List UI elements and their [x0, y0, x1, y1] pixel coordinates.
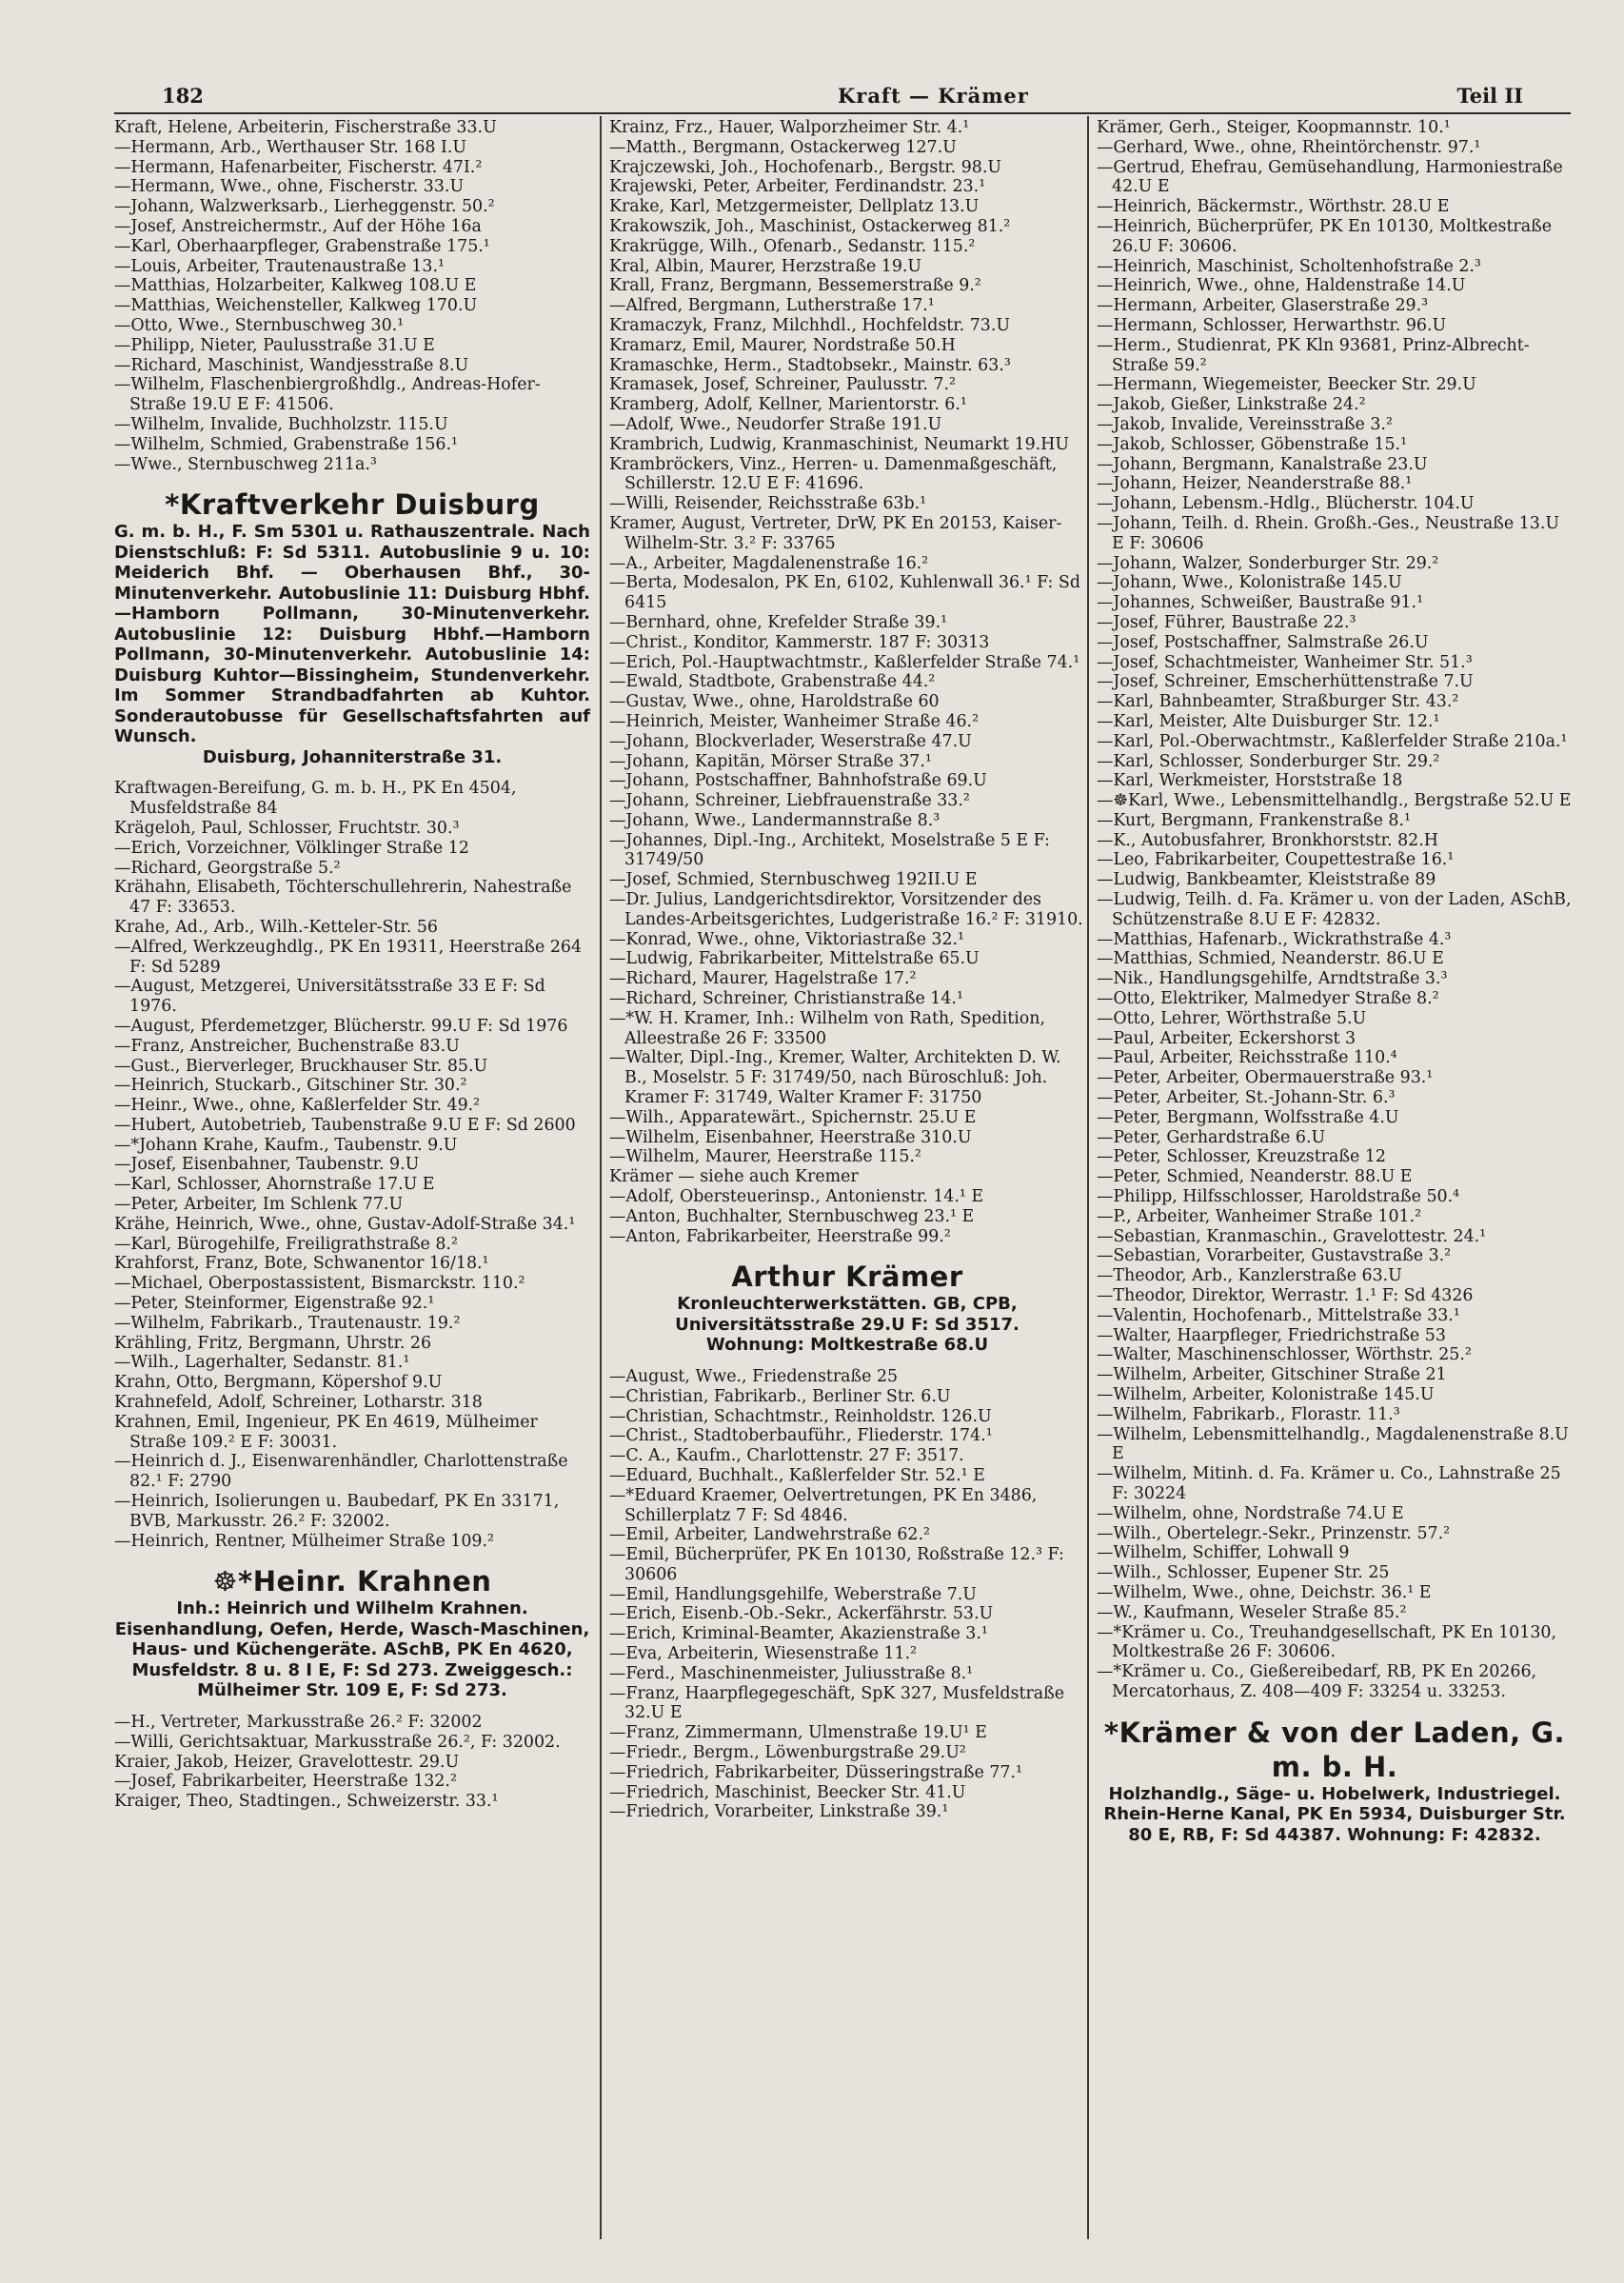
column-2 [609, 118, 1085, 1822]
directory-entry: —Philipp, Nieter, Paulusstraße 31.U E [114, 335, 435, 355]
directory-entry: —Johann, Blockverlader, Weserstraße 47.U [609, 731, 972, 751]
directory-entry: —Heinrich, Meister, Wanheimer Straße 46.² [609, 711, 980, 731]
advertisement-text: Universitätsstraße 29.U F: Sd 3517. [675, 1314, 1020, 1335]
directory-entry: —*W. H. Kramer, Inh.: Wilhelm von Rath, Spedition, Alleestraße 26 F: 33500 [609, 1008, 1045, 1048]
directory-entry: —Josef, Eisenbahner, Taubenstr. 9.U [114, 1155, 420, 1175]
directory-entry: —Ewald, Stadtbote, Grabenstraße 44.² [609, 672, 936, 692]
column-divider [600, 116, 602, 2239]
running-title: Kraft — Krämer [838, 84, 1029, 108]
directory-entry: —Jakob, Gießer, Linkstraße 24.² [1097, 395, 1366, 415]
directory-entry: Krainz, Frz., Hauer, Walporzheimer Str. 4.¹ [609, 118, 970, 137]
directory-entry: —Wilh., Obertelegr.-Sekr., Prinzenstr. 57.² [1097, 1523, 1451, 1543]
directory-entry: Kraftwagen-Bereifung, G. m. b. H., PK En 4504, Musfeldstraße 84 [114, 779, 517, 819]
directory-entry: —Hermann, Arb., Werthauser Str. 168 I.U [114, 137, 467, 157]
directory-entry: —Karl, Werkmeister, Horststraße 18 [1097, 771, 1403, 791]
directory-entry: —Eva, Arbeiterin, Wiesenstraße 11.² [609, 1644, 918, 1664]
directory-entry: —Heinrich, Bäckermstr., Wörthstr. 28.U E [1097, 197, 1450, 217]
volume-part: Teil II [1456, 84, 1523, 108]
directory-entry: —Anton, Fabrikarbeiter, Heerstraße 99.² [609, 1226, 951, 1246]
directory-entry: —Louis, Arbeiter, Trautenaustraße 13.¹ [114, 256, 445, 276]
directory-entry: —Konrad, Wwe., ohne, Viktoriastraße 32.¹ [609, 929, 965, 949]
page-header [114, 80, 1523, 114]
directory-entry: —Matthias, Schmied, Neanderstr. 86.U E [1097, 949, 1444, 969]
advertisement-text: Duisburg, Johanniterstraße 31. [202, 746, 503, 767]
advertisement [114, 1564, 590, 1701]
directory-entry: Krambröckers, Vinz., Herren- u. Damenmaßgeschäft, Schillerstr. 12.U E F: 41696. [609, 454, 1058, 494]
directory-entry: Krahe, Ad., Arb., Wilh.-Ketteler-Str. 56 [114, 917, 438, 937]
directory-entry: —Ferd., Maschinenmeister, Juliusstraße 8.¹ [609, 1663, 974, 1683]
directory-entry: —*Eduard Kraemer, Oelvertretungen, PK En 3486, Schillerplatz 7 F: Sd 4846. [609, 1485, 1038, 1525]
directory-entry: —Johannes, Dipl.-Ing., Architekt, Moselstraße 5 E F: 31749/50 [609, 830, 1050, 870]
directory-entry: —Dr. Julius, Landgerichtsdirektor, Vorsitzender des Landes-Arbeitsgerichtes, Ludgeristraße 16.² F: 31910. [609, 890, 1083, 929]
directory-entry: —Wwe., Sternbuschweg 211a.³ [114, 454, 377, 474]
directory-entry: —C. A., Kaufm., Charlottenstr. 27 F: 3517. [609, 1446, 964, 1466]
directory-entry: —Paul, Arbeiter, Eckershorst 3 [1097, 1028, 1357, 1048]
directory-entry: Krake, Karl, Metzgermeister, Dellplatz 13.U [609, 197, 980, 217]
advertisement-title: *Kraftverkehr Duisburg [165, 488, 540, 522]
directory-entry: —Wilhelm, Eisenbahner, Heerstraße 310.U [609, 1127, 972, 1147]
directory-entry: —Friedrich, Maschinist, Beecker Str. 41.U [609, 1782, 966, 1802]
directory-entry: —Peter, Steinformer, Eigenstraße 92.¹ [114, 1294, 435, 1314]
directory-entry: Kramarz, Emil, Maurer, Nordstraße 50.H [609, 335, 956, 355]
directory-entry: —Johann, Wwe., Landermannstraße 8.³ [609, 810, 941, 830]
directory-entry: —Walter, Dipl.-Ing., Kremer, Walter, Architekten D. W. B., Moselstr. 5 F: 31749/50, nach Büroschluß: Joh. Kramer F: 31749, Walter Kramer F: 31750 [609, 1048, 1061, 1108]
directory-entry: Krahnefeld, Adolf, Schreiner, Lotharstr. 318 [114, 1393, 483, 1413]
directory-entry: —Johann, Postschaffner, Bahnhofstraße 69.U [609, 771, 987, 791]
directory-entry: —Josef, Schachtmeister, Wanheimer Str. 51.³ [1097, 652, 1473, 672]
advertisement [609, 1260, 1085, 1356]
directory-entry: —Hermann, Wwe., ohne, Fischerstr. 33.U [114, 177, 465, 197]
directory-entry: —Leo, Fabrikarbeiter, Coupettestraße 16.¹ [1097, 850, 1455, 870]
directory-entry: —Philipp, Hilfsschlosser, Haroldstraße 50.⁴ [1097, 1187, 1460, 1207]
directory-entry: —Walter, Haarpfleger, Friedrichstraße 53 [1097, 1325, 1446, 1345]
directory-entry: —Josef, Führer, Baustraße 22.³ [1097, 612, 1357, 632]
directory-entry: —Sebastian, Vorarbeiter, Gustavstraße 3.² [1097, 1246, 1452, 1266]
directory-entry: Krahn, Otto, Bergmann, Köpershof 9.U [114, 1373, 443, 1393]
advertisement-text: Kronleuchterwerkstätten. GB, CPB, [677, 1294, 1018, 1315]
directory-entry: —Josef, Fabrikarbeiter, Heerstraße 132.² [114, 1772, 457, 1792]
directory-entry: —Wilhelm, Schiffer, Lohwall 9 [1097, 1543, 1350, 1563]
directory-entry: —Heinrich, Bücherprüfer, PK En 10130, Moltkestraße 26.U F: 30606. [1097, 216, 1553, 256]
directory-entry: —Michael, Oberpostassistent, Bismarckstr. 110.² [114, 1274, 525, 1294]
directory-entry: —Gustav, Wwe., ohne, Haroldstraße 60 [609, 692, 940, 712]
directory-entry: —H., Vertreter, Markusstraße 26.² F: 32002 [114, 1712, 483, 1732]
directory-entry: —Christ., Stadtoberbauführ., Fliederstr. 174.¹ [609, 1426, 993, 1446]
directory-entry: —Wilhelm, Flaschenbiergroßhdlg., Andreas-Hofer-Straße 19.U E F: 41506. [114, 375, 541, 415]
directory-entry: —Karl, Schlosser, Ahornstraße 17.U E [114, 1175, 435, 1195]
directory-entry: —Sebastian, Kranmaschin., Gravelottestr. 24.¹ [1097, 1226, 1487, 1246]
directory-entry: —Gerhard, Wwe., ohne, Rheintörchenstr. 97.¹ [1097, 137, 1481, 157]
directory-entry: —August, Pferdemetzger, Blücherstr. 99.U F: Sd 1976 [114, 1016, 568, 1036]
directory-entry: —Hermann, Hafenarbeiter, Fischerstr. 47I.² [114, 157, 483, 177]
directory-entry: —Johann, Lebensm.-Hdlg., Blücherstr. 104.U [1097, 494, 1475, 514]
directory-entry: —Ludwig, Bankbeamter, Kleiststraße 89 [1097, 870, 1436, 890]
directory-entry: —☸Karl, Wwe., Lebensmittelhandlg., Bergstraße 52.U E [1097, 791, 1572, 811]
directory-entry: —Adolf, Obersteuerinsp., Antonienstr. 14.¹ E [609, 1187, 984, 1207]
directory-entry: Krall, Franz, Bergmann, Bessemerstraße 9.² [609, 276, 981, 296]
directory-entry: —Johann, Wwe., Kolonistraße 145.U [1097, 573, 1402, 593]
directory-entry: —Gust., Bierverleger, Bruckhauser Str. 85.U [114, 1056, 488, 1076]
directory-entry: —Eduard, Buchhalt., Kaßlerfelder Str. 52.¹ E [609, 1465, 985, 1485]
directory-entry: —Emil, Handlungsgehilfe, Weberstraße 7.U [609, 1584, 977, 1604]
directory-entry: —Erich, Pol.-Hauptwachtmstr., Kaßlerfelder Straße 74.¹ [609, 652, 1080, 672]
directory-entry: —Wilhelm, Wwe., ohne, Deichstr. 36.¹ E [1097, 1582, 1432, 1602]
directory-entry: —Willi, Reisender, Reichsstraße 63b.¹ [609, 494, 927, 514]
directory-entry: Kraier, Jakob, Heizer, Gravelottestr. 29.U [114, 1752, 460, 1772]
directory-entry: —Heinr., Wwe., ohne, Kaßlerfelder Str. 49.² [114, 1096, 481, 1116]
advertisement [114, 487, 590, 767]
directory-entry: —Franz, Haarpflegegeschäft, SpK 327, Musfeldstraße 32.U E [609, 1683, 1065, 1723]
directory-entry: —Otto, Lehrer, Wörthstraße 5.U [1097, 1008, 1367, 1028]
directory-entry: Kramberg, Adolf, Kellner, Marientorstr. 6.¹ [609, 395, 967, 415]
directory-entry: —Alfred, Werkzeughdlg., PK En 19311, Heerstraße 264 F: Sd 5289 [114, 937, 583, 977]
directory-entry: —Karl, Bahnbeamter, Straßburger Str. 43.² [1097, 692, 1459, 712]
advertisement [1097, 1716, 1573, 1846]
directory-entry: —Wilhelm, Mitinh. d. Fa. Krämer u. Co., Lahnstraße 25 F: 30224 [1097, 1464, 1561, 1503]
directory-entry: —Johann, Walzwerksarb., Lierheggenstr. 50.² [114, 197, 495, 217]
directory-entry: —Hermann, Wiegemeister, Beecker Str. 29.U [1097, 375, 1476, 395]
directory-entry: Kraiger, Theo, Stadtingen., Schweizerstr. 33.¹ [114, 1792, 499, 1812]
directory-entry: —Johannes, Schweißer, Baustraße 91.¹ [1097, 593, 1424, 613]
directory-entry: —Peter, Arbeiter, Obermauerstraße 93.¹ [1097, 1068, 1434, 1088]
advertisement-text: Holzhandlg., Säge- u. Hobelwerk, Industriegel. Rhein-Herne Kanal, PK En 5934, Duisburger Str. 80 E, RB, F: Sd 44387. Wohnung: F: 42832. [1103, 1783, 1566, 1845]
directory-entry: —Richard, Maschinist, Wandjesstraße 8.U [114, 355, 469, 375]
column-3 [1097, 118, 1573, 1856]
directory-entry: —Erich, Kriminal-Beamter, Akazienstraße 3.¹ [609, 1624, 988, 1644]
directory-entry: —Erich, Vorzeichner, Völklinger Straße 12 [114, 838, 469, 858]
directory-entry: —Theodor, Arb., Kanzlerstraße 63.U [1097, 1266, 1402, 1286]
directory-entry: —August, Wwe., Friedenstraße 25 [609, 1366, 899, 1386]
directory-entry: Krägeloh, Paul, Schlosser, Fruchtstr. 30.³ [114, 818, 460, 838]
directory-entry: —Wilhelm, Arbeiter, Gitschiner Straße 21 [1097, 1365, 1447, 1385]
advertisement-text: Inh.: Heinrich und Wilhelm Krahnen. Eisenhandlung, Oefen, Herde, Wasch-Maschinen, Haus- und Küchengeräte. ASchB, PK En 4620, Musfeldstr. 8 u. 8 I E, F: Sd 273. Zweiggesch.: Mülheimer Str. 109 E, F: Sd 273. [114, 1598, 590, 1701]
page-number: 182 [162, 84, 204, 108]
directory-entry: —Peter, Gerhardstraße 6.U [1097, 1127, 1326, 1147]
directory-entry: —Alfred, Bergmann, Lutherstraße 17.¹ [609, 296, 935, 316]
directory-entry: Kral, Albin, Maurer, Herzstraße 19.U [609, 256, 922, 276]
directory-entry: Kramer, August, Vertreter, DrW, PK En 20153, Kaiser-Wilhelm-Str. 3.² F: 33765 [609, 513, 1062, 553]
directory-entry: —Wilhelm, Maurer, Heerstraße 115.² [609, 1147, 921, 1167]
directory-entry: —*Krämer u. Co., Gießereibedarf, RB, PK En 20266, Mercatorhaus, Z. 408—409 F: 33254 u. 33253. [1097, 1662, 1537, 1701]
directory-entry: —Hubert, Autobetrieb, Taubenstraße 9.U E F: Sd 2600 [114, 1115, 576, 1135]
directory-entry: Krämer — siehe auch Kremer [609, 1167, 859, 1187]
directory-entry: —*Krämer u. Co., Treuhandgesellschaft, PK En 10130, Moltkestraße 26 F: 30606. [1097, 1622, 1556, 1662]
directory-entry: —Karl, Oberhaarpfleger, Grabenstraße 175.¹ [114, 236, 490, 256]
directory-entry: —Adolf, Wwe., Neudorfer Straße 191.U [609, 414, 942, 434]
directory-entry: —Christ., Konditor, Kammerstr. 187 F: 30313 [609, 632, 990, 652]
directory-entry: —Matthias, Hafenarb., Wickrathstraße 4.³ [1097, 929, 1452, 949]
directory-entry: —Walter, Maschinenschlosser, Wörthstr. 25.² [1097, 1345, 1472, 1365]
directory-entry: Krämer, Gerh., Steiger, Koopmannstr. 10.¹ [1097, 118, 1451, 137]
advertisement-title: *Krämer & von der Laden, G. m. b. H. [1103, 1716, 1566, 1783]
directory-entry: —Johann, Teilh. d. Rhein. Großh.-Ges., Neustraße 13.U E F: 30606 [1097, 513, 1560, 553]
directory-entry: —Anton, Buchhalter, Sternbuschweg 23.¹ E [609, 1206, 975, 1226]
directory-entry: —Wilhelm, Invalide, Buchholzstr. 115.U [114, 414, 448, 434]
directory-entry: —Karl, Meister, Alte Duisburger Str. 12.¹ [1097, 711, 1440, 731]
header-rule [114, 112, 1571, 114]
directory-entry: —Johann, Heizer, Neanderstraße 88.¹ [1097, 474, 1413, 494]
directory-entry: —P., Arbeiter, Wanheimer Straße 101.² [1097, 1206, 1422, 1226]
directory-entry: —Nik., Handlungsgehilfe, Arndtstraße 3.³ [1097, 969, 1448, 989]
directory-entry: —Herm., Studienrat, PK Kln 93681, Prinz-Albrecht-Straße 59.² [1097, 335, 1530, 375]
directory-entry: —*Johann Krahe, Kaufm., Taubenstr. 9.U [114, 1135, 458, 1155]
directory-entry: —Otto, Elektriker, Malmedyer Straße 8.² [1097, 989, 1439, 1009]
directory-entry: —Johann, Bergmann, Kanalstraße 23.U [1097, 454, 1428, 474]
directory-entry: —Heinrich, Wwe., ohne, Haldenstraße 14.U [1097, 276, 1466, 296]
directory-entry: —Wilh., Apparatewärt., Spichernstr. 25.U E [609, 1107, 977, 1127]
directory-entry: —Friedrich, Fabrikarbeiter, Düsseringstraße 77.¹ [609, 1762, 1022, 1782]
column-1 [114, 118, 590, 1812]
directory-entry: —W., Kaufmann, Weseler Straße 85.² [1097, 1602, 1407, 1622]
directory-entry: Krakrügge, Wilh., Ofenarb., Sedanstr. 115.² [609, 236, 976, 256]
directory-entry: Kramaczyk, Franz, Milchhdl., Hochfeldstr. 73.U [609, 315, 1011, 335]
directory-entry: —Ludwig, Teilh. d. Fa. Krämer u. von der Laden, ASchB, Schützenstraße 8.U E F: 42832. [1097, 890, 1572, 929]
directory-entry: —Karl, Bürogehilfe, Freiligrathstraße 8.² [114, 1234, 458, 1254]
directory-entry: —Wilhelm, Arbeiter, Kolonistraße 145.U [1097, 1385, 1435, 1404]
advertisement-title: ☸*Heinr. Krahnen [212, 1565, 492, 1598]
directory-entry: —Wilhelm, Lebensmittelhandlg., Magdalenenstraße 8.U E [1097, 1424, 1569, 1464]
directory-entry: Kraft, Helene, Arbeiterin, Fischerstraße 33.U [114, 118, 497, 137]
directory-entry: —Matthias, Weichensteller, Kalkweg 170.U [114, 296, 478, 316]
directory-entry: —Berta, Modesalon, PK En, 6102, Kuhlenwall 36.¹ F: Sd 6415 [609, 573, 1080, 613]
directory-entry: —Josef, Schmied, Sternbuschweg 192II.U E [609, 870, 978, 890]
directory-entry: —Josef, Postschaffner, Salmstraße 26.U [1097, 632, 1429, 652]
directory-entry: —Wilhelm, ohne, Nordstraße 74.U E [1097, 1503, 1404, 1523]
directory-entry: —Johann, Schreiner, Liebfrauenstraße 33.² [609, 791, 970, 811]
directory-entry: —Heinrich, Maschinist, Scholtenhofstraße 2.³ [1097, 256, 1481, 276]
directory-entry: —Peter, Schmied, Neanderstr. 88.U E [1097, 1167, 1413, 1187]
directory-entry: —Theodor, Direktor, Werrastr. 1.¹ F: Sd 4326 [1097, 1286, 1474, 1306]
directory-entry: —Willi, Gerichtsaktuar, Markusstraße 26.², F: 32002. [114, 1732, 561, 1752]
directory-entry: —Wilh., Schlosser, Eupener Str. 25 [1097, 1563, 1390, 1583]
directory-entry: —Matthias, Holzarbeiter, Kalkweg 108.U E [114, 276, 477, 296]
directory-entry: Kramaschke, Herm., Stadtobsekr., Mainstr. 63.³ [609, 355, 1011, 375]
directory-entry: Kramasek, Josef, Schreiner, Paulusstr. 7.² [609, 375, 956, 395]
directory-entry: —Richard, Maurer, Hagelstraße 17.² [609, 969, 917, 989]
directory-entry: Krajczewski, Joh., Hochofenarb., Bergstr. 98.U [609, 157, 1002, 177]
directory-entry: —Bernhard, ohne, Krefelder Straße 39.¹ [609, 612, 948, 632]
directory-entry: Krahforst, Franz, Bote, Schwanentor 16/18.¹ [114, 1254, 489, 1274]
directory-entry: —Friedr., Bergm., Löwenburgstraße 29.U² [609, 1743, 966, 1763]
directory-entry: —Wilh., Lagerhalter, Sedanstr. 81.¹ [114, 1353, 410, 1373]
advertisement-text: G. m. b. H., F. Sm 5301 u. Rathauszentrale. Nach Dienstschluß: F: Sd 5311. Autobuslinie 9 u. 10: Meiderich Bhf. — Oberhausen Bhf., 30-Minutenverkehr. Autobuslinie 11: Duisburg Hbhf.—Hamborn Pollmann, 30-Minutenverkehr. Autobuslinie 12: Duisburg Hbhf.—Hamborn Pollmann, 30-Minutenverkehr. Autobuslinie 14: Duisburg Kuhtor—Bissingheim, Stundenverkehr. Im Sommer Strandbadfahrten ab Kuhtor. Sonderautobusse für Gesellschaftsfahrten auf Wunsch. [114, 522, 590, 747]
directory-entry: —Emil, Bücherprüfer, PK En 10130, Roßstraße 12.³ F: 30606 [609, 1545, 1064, 1584]
directory-entry: —Jakob, Schlosser, Göbenstraße 15.¹ [1097, 434, 1408, 454]
directory-entry: —Erich, Eisenb.-Ob.-Sekr., Ackerfährstr. 53.U [609, 1604, 994, 1624]
advertisement-text: Wohnung: Moltkestraße 68.U [705, 1335, 989, 1356]
directory-entry: —Franz, Anstreicher, Buchenstraße 83.U [114, 1036, 460, 1056]
directory-entry: —Franz, Zimmermann, Ulmenstraße 19.U¹ E [609, 1723, 987, 1743]
directory-entry: —Christian, Schachtmstr., Reinholdstr. 126.U [609, 1406, 992, 1426]
directory-entry: —Emil, Arbeiter, Landwehrstraße 62.² [609, 1525, 930, 1545]
directory-entry: —Johann, Walzer, Sonderburger Str. 29.² [1097, 553, 1439, 573]
directory-entry: —Karl, Schlosser, Sonderburger Str. 29.² [1097, 751, 1440, 771]
directory-entry: —Heinrich d. J., Eisenwarenhändler, Charlottenstraße 82.¹ F: 2790 [114, 1452, 568, 1492]
directory-entry: —Valentin, Hochofenarb., Mittelstraße 33.¹ [1097, 1305, 1460, 1325]
directory-entry: Krähahn, Elisabeth, Töchterschullehrerin, Nahestraße 47 F: 33653. [114, 878, 572, 918]
directory-entry: —Hermann, Arbeiter, Glaserstraße 29.³ [1097, 296, 1429, 316]
directory-entry: —Josef, Schreiner, Emscherhüttenstraße 7.U [1097, 672, 1474, 692]
directory-entry: —Wilhelm, Schmied, Grabenstraße 156.¹ [114, 434, 458, 454]
directory-entry: —Richard, Georgstraße 5.² [114, 858, 341, 878]
directory-entry: —August, Metzgerei, Universitätsstraße 33 E F: Sd 1976. [114, 977, 545, 1017]
directory-entry: —Gertrud, Ehefrau, Gemüsehandlung, Harmoniestraße 42.U E [1097, 157, 1563, 197]
directory-entry: —Christian, Fabrikarb., Berliner Str. 6.U [609, 1386, 951, 1406]
directory-entry: Krajewski, Peter, Arbeiter, Ferdinandstr. 23.¹ [609, 177, 986, 197]
directory-entry: —Johann, Kapitän, Mörser Straße 37.¹ [609, 751, 932, 771]
directory-entry: —Karl, Pol.-Oberwachtmstr., Kaßlerfelder Straße 210a.¹ [1097, 731, 1568, 751]
directory-entry: —Peter, Arbeiter, Im Schlenk 77.U [114, 1195, 404, 1215]
directory-entry: —Josef, Anstreichermstr., Auf der Höhe 16a [114, 216, 482, 236]
directory-entry: —Heinrich, Isolierungen u. Baubedarf, PK En 33171, BVB, Markusstr. 26.² F: 32002. [114, 1492, 560, 1531]
directory-entry: —Richard, Schreiner, Christianstraße 14.¹ [609, 989, 963, 1009]
directory-entry: Krähling, Fritz, Bergmann, Uhrstr. 26 [114, 1333, 432, 1353]
directory-entry: Krähe, Heinrich, Wwe., ohne, Gustav-Adolf-Straße 34.¹ [114, 1214, 576, 1234]
directory-entry: —Wilhelm, Fabrikarb., Florastr. 11.³ [1097, 1404, 1400, 1424]
directory-entry: —Paul, Arbeiter, Reichsstraße 110.⁴ [1097, 1048, 1397, 1068]
directory-entry: Krahnen, Emil, Ingenieur, PK En 4619, Mülheimer Straße 109.² E F: 30031. [114, 1412, 538, 1452]
directory-entry: —A., Arbeiter, Magdalenenstraße 16.² [609, 553, 929, 573]
directory-entry: —Ludwig, Fabrikarbeiter, Mittelstraße 65.U [609, 949, 980, 969]
directory-entry: —Jakob, Invalide, Vereinsstraße 3.² [1097, 414, 1393, 434]
directory-entry: Krambrich, Ludwig, Kranmaschinist, Neumarkt 19.HU [609, 434, 1069, 454]
directory-entry: —Peter, Arbeiter, St.-Johann-Str. 6.³ [1097, 1088, 1396, 1108]
directory-entry: —Peter, Schlosser, Kreuzstraße 12 [1097, 1147, 1386, 1167]
column-divider [1087, 116, 1089, 2239]
directory-entry: —Heinrich, Rentner, Mülheimer Straße 109.² [114, 1531, 494, 1551]
directory-entry: —Matth., Bergmann, Ostackerweg 127.U [609, 137, 957, 157]
directory-entry: —K., Autobusfahrer, Bronkhorststr. 82.H [1097, 830, 1438, 850]
directory-entry: —Peter, Bergmann, Wolfsstraße 4.U [1097, 1107, 1399, 1127]
directory-entry: —Kurt, Bergmann, Frankenstraße 8.¹ [1097, 810, 1411, 830]
directory-entry: —Otto, Wwe., Sternbuschweg 30.¹ [114, 315, 405, 335]
directory-entry: —Hermann, Schlosser, Herwarthstr. 96.U [1097, 315, 1447, 335]
directory-entry: —Wilhelm, Fabrikarb., Trautenaustr. 19.² [114, 1313, 461, 1333]
advertisement-title: Arthur Krämer [731, 1261, 963, 1294]
directory-entry: —Heinrich, Stuckarb., Gitschiner Str. 30.² [114, 1076, 467, 1096]
directory-entry: Krakowszik, Joh., Maschinist, Ostackerweg 81.² [609, 216, 1011, 236]
directory-entry: —Friedrich, Vorarbeiter, Linkstraße 39.¹ [609, 1802, 949, 1822]
